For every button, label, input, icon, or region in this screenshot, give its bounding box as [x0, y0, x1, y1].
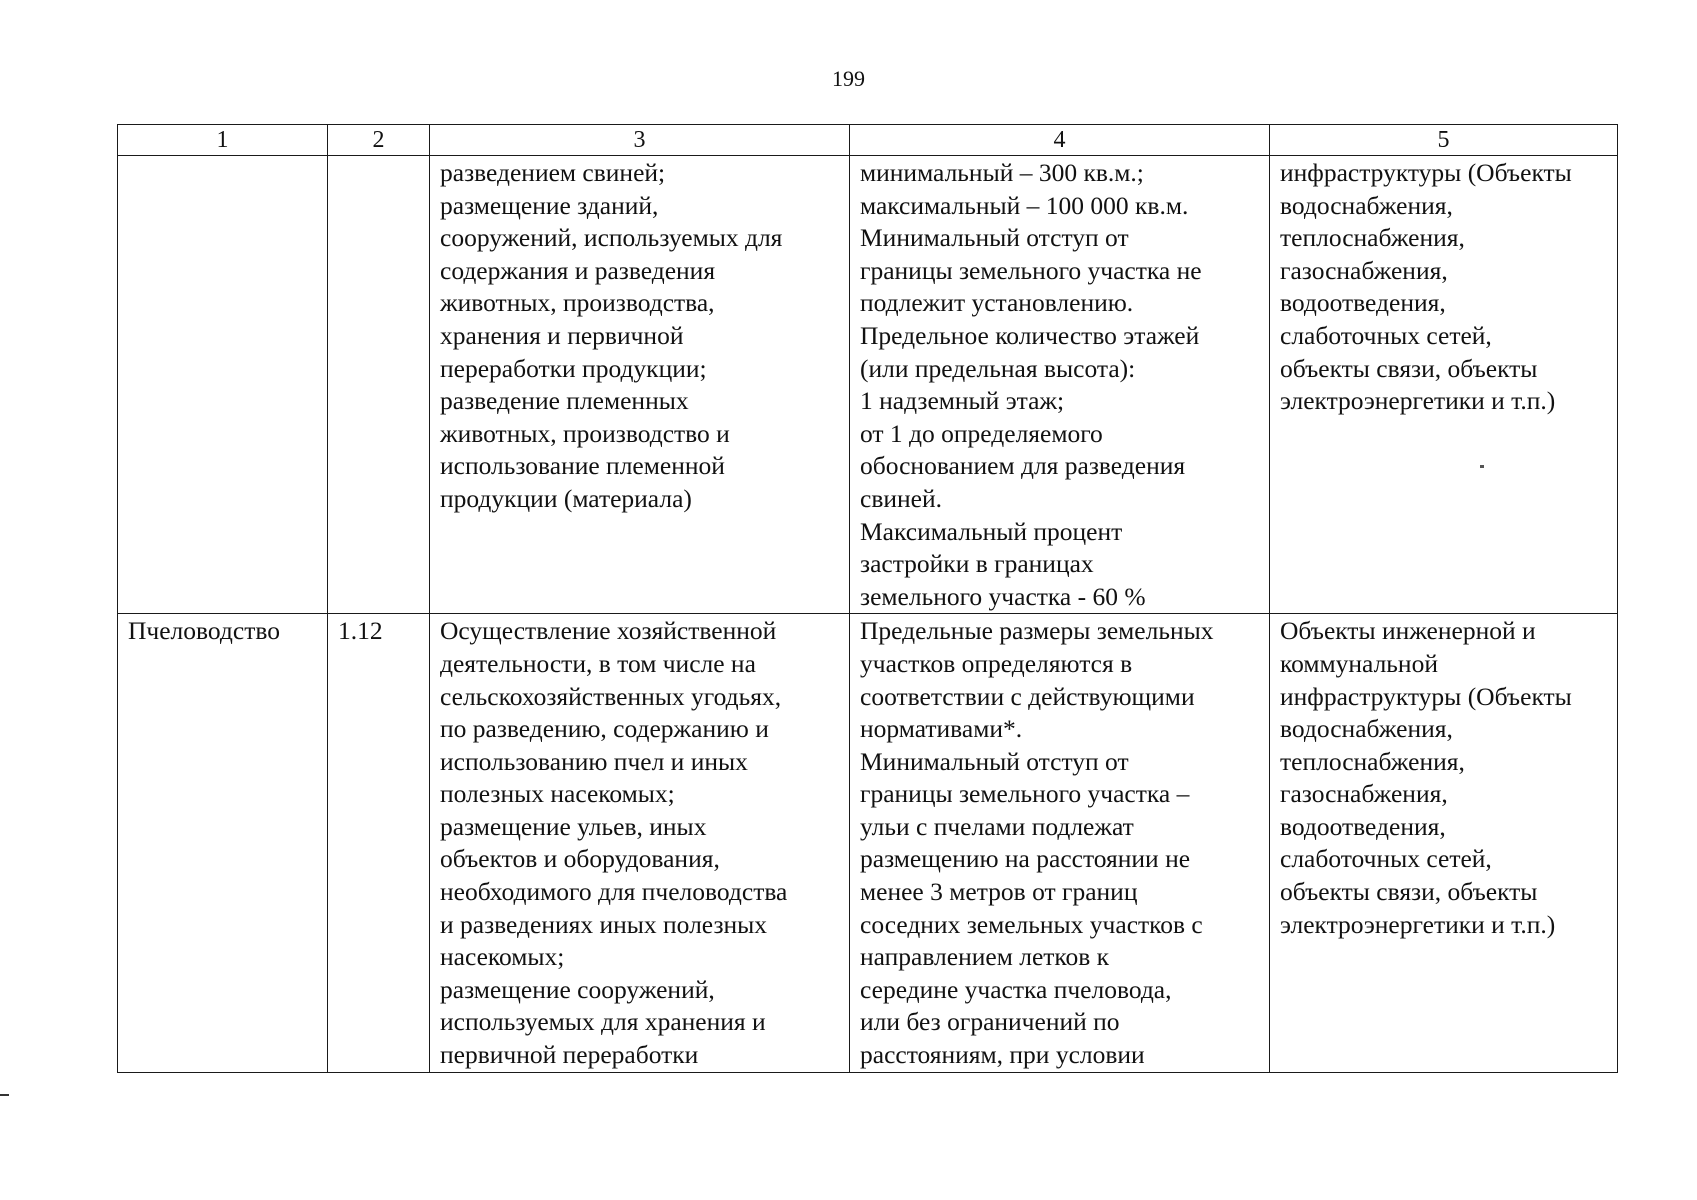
cell-text-line: свиней. — [860, 483, 942, 513]
cell-text-line: слаботочных сетей, — [1280, 844, 1492, 874]
cell-text-line: Осуществление хозяйственной — [440, 616, 777, 646]
cell-text-line: границы земельного участка – — [860, 779, 1190, 809]
cell-text — [860, 615, 1261, 1071]
cell-text-line: по разведению, содержанию и — [440, 714, 769, 744]
cell-text-line: направлением летков к — [860, 942, 1110, 972]
cell-text-line: ульи с пчелами подлежат — [860, 811, 1134, 841]
cell-text-line: объекты связи, объекты — [1280, 353, 1538, 383]
cell-text-line: переработки продукции; — [440, 353, 707, 383]
page-edge-mark — [0, 1094, 9, 1096]
table-cell-col-1 — [118, 614, 328, 1072]
page-number: 199 — [832, 66, 865, 91]
cell-text-line: использование племенной — [440, 451, 725, 481]
table-row — [118, 156, 1618, 614]
cell-text-line: использованию пчел и иных — [440, 746, 748, 776]
cell-text-line: электроэнергетики и т.п.) — [1280, 909, 1556, 939]
cell-text-line: продукции (материала) — [440, 483, 692, 513]
cell-text-line: соседних земельных участков с — [860, 909, 1203, 939]
cell-text-line: и разведениях иных полезных — [440, 909, 768, 939]
table-cell-col-2 — [328, 614, 430, 1072]
table-header — [118, 125, 1618, 156]
cell-text — [1280, 157, 1609, 418]
header-row — [118, 125, 1618, 156]
table-cell-col-5 — [1270, 156, 1618, 614]
table-row — [118, 614, 1618, 1072]
cell-text-line: газоснабжения, — [1280, 255, 1448, 285]
cell-text-line: разведением свиней; — [440, 158, 666, 187]
cell-text-line: середине участка пчеловода, — [860, 974, 1172, 1004]
cell-text-line: животных, производства, — [440, 288, 715, 318]
cell-text-line: или без ограничений по — [860, 1007, 1120, 1037]
cell-text-line: насекомых; — [440, 942, 565, 972]
cell-text-line: теплоснабжения, — [1280, 223, 1465, 253]
table-cell-col-3 — [430, 156, 850, 614]
cell-text — [1280, 615, 1609, 941]
scan-artifact-dot — [1480, 465, 1484, 468]
cell-text-line: электроэнергетики и т.п.) — [1280, 386, 1556, 416]
cell-text-line: Максимальный процент — [860, 516, 1123, 546]
cell-text-line: Объекты инженерной и — [1280, 616, 1536, 646]
cell-text-line: первичной переработки — [440, 1040, 699, 1070]
table-cell-col-1 — [118, 156, 328, 614]
cell-text-line: границы земельного участка не — [860, 255, 1202, 285]
cell-text-line: содержания и разведения — [440, 255, 716, 285]
cell-text-line: коммунальной — [1280, 648, 1438, 678]
cell-text-line: инфраструктуры (Объекты — [1280, 158, 1572, 187]
cell-text-line: размещению на расстоянии не — [860, 844, 1191, 874]
cell-text-line: размещение ульев, иных — [440, 811, 707, 841]
cell-text-line: животных, производство и — [440, 418, 730, 448]
cell-text-line: деятельности, в том числе на — [440, 648, 756, 678]
header-col-2: 2 — [328, 125, 430, 156]
table-cell-col-3 — [430, 614, 850, 1072]
cell-text-line: водоснабжения, — [1280, 714, 1453, 744]
cell-text-line: нормативами*. — [860, 714, 1023, 744]
cell-text-line: земельного участка - 60 % — [860, 581, 1146, 611]
cell-text-line: сельскохозяйственных угодьях, — [440, 681, 782, 711]
cell-text-line: минимальный – 300 кв.м.; — [860, 158, 1144, 187]
cell-text: 1.12 — [338, 616, 383, 646]
cell-text-line: сооружений, используемых для — [440, 223, 783, 253]
cell-text-line: водоотведения, — [1280, 288, 1446, 318]
cell-text-line: необходимого для пчеловодства — [440, 877, 788, 907]
cell-text-line: подлежит установлению. — [860, 288, 1134, 318]
cell-text-line: хранения и первичной — [440, 320, 684, 350]
cell-text-line: полезных насекомых; — [440, 779, 675, 809]
header-col-5: 5 — [1270, 125, 1618, 156]
cell-text — [440, 615, 841, 1071]
header-col-3: 3 — [430, 125, 850, 156]
cell-text-line: водоотведения, — [1280, 811, 1446, 841]
cell-text-line: слаботочных сетей, — [1280, 320, 1492, 350]
header-col-1: 1 — [118, 125, 328, 156]
cell-text-line: теплоснабжения, — [1280, 746, 1465, 776]
table-body — [118, 156, 1618, 1073]
cell-text-line: (или предельная высота): — [860, 353, 1136, 383]
cell-text-line: менее 3 метров от границ — [860, 877, 1138, 907]
cell-text — [440, 157, 841, 516]
cell-text: Пчеловодство — [128, 616, 280, 646]
cell-text-line: 1 надземный этаж; — [860, 386, 1065, 416]
cell-text-line: используемых для хранения и — [440, 1007, 766, 1037]
cell-text-line: Минимальный отступ от — [860, 746, 1129, 776]
table-cell-col-5 — [1270, 614, 1618, 1072]
table-cell-col-4 — [850, 614, 1270, 1072]
cell-text-line: соответствии с действующими — [860, 681, 1195, 711]
cell-text-line: Предельные размеры земельных — [860, 616, 1214, 646]
cell-text-line: размещение зданий, — [440, 190, 659, 220]
cell-text-line: максимальный – 100 000 кв.м. — [860, 190, 1189, 220]
cell-text-line: от 1 до определяемого — [860, 418, 1103, 448]
cell-text-line: расстояниям, при условии — [860, 1040, 1145, 1070]
cell-text-line: участков определяются в — [860, 648, 1133, 678]
cell-text-line: обоснованием для разведения — [860, 451, 1186, 481]
cell-text-line: разведение племенных — [440, 386, 689, 416]
cell-text-line: объекты связи, объекты — [1280, 877, 1538, 907]
cell-text — [860, 157, 1261, 613]
cell-text-line: водоснабжения, — [1280, 190, 1453, 220]
cell-text-line: объектов и оборудования, — [440, 844, 720, 874]
cell-text-line: Минимальный отступ от — [860, 223, 1129, 253]
cell-text-line: размещение сооружений, — [440, 974, 715, 1004]
regulations-table — [117, 124, 1618, 1073]
header-col-4: 4 — [850, 125, 1270, 156]
cell-text-line: застройки в границах — [860, 549, 1094, 579]
cell-text-line: Предельное количество этажей — [860, 320, 1200, 350]
cell-text-line: газоснабжения, — [1280, 779, 1448, 809]
cell-text-line: инфраструктуры (Объекты — [1280, 681, 1572, 711]
table-cell-col-4 — [850, 156, 1270, 614]
table-cell-col-2 — [328, 156, 430, 614]
